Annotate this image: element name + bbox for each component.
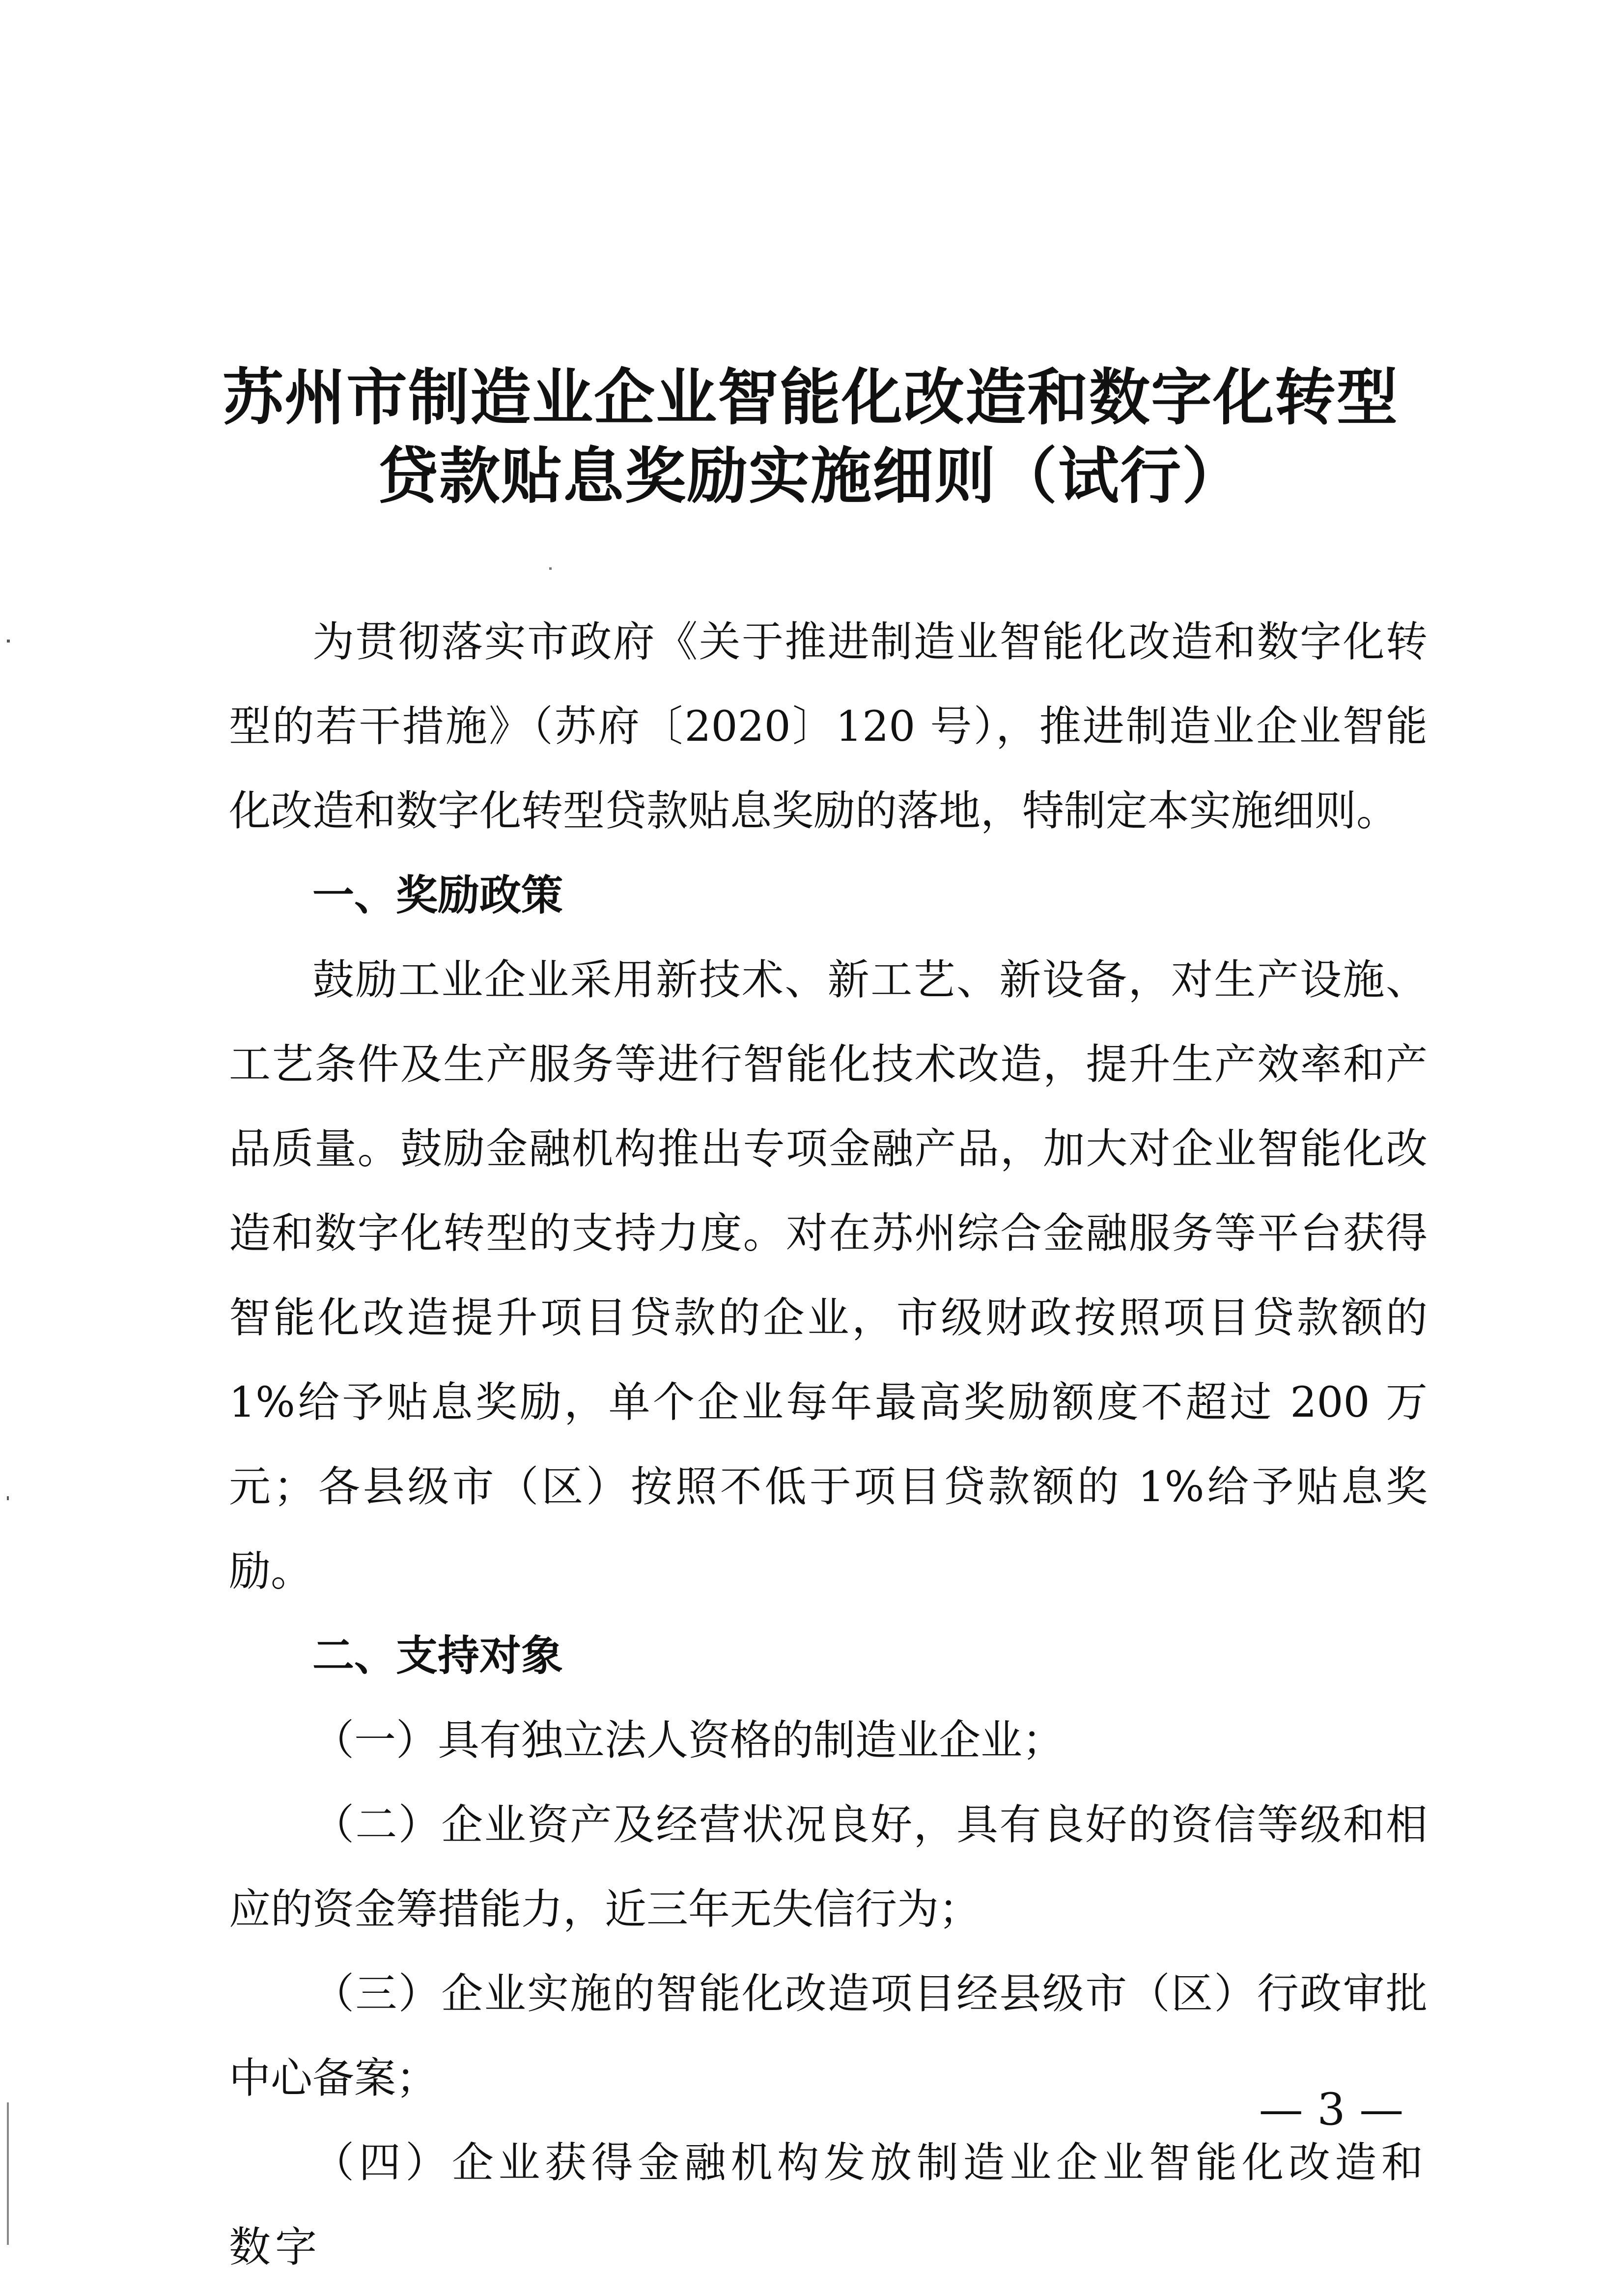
document-title-line-1: 苏州市制造业企业智能化改造和数字化转型: [222, 363, 1399, 433]
scan-mark: [7, 1496, 9, 1500]
section-heading-support-targets: 二、支持对象: [312, 1632, 563, 1680]
support-target-item-1: （一）具有独立法人资格的制造业企业；: [312, 1716, 1064, 1765]
support-target-item-2: （二）企业资产及经营状况良好，具有良好的资信等级和相应的资金筹措能力，近三年无失信行为；: [229, 1801, 1428, 1934]
reward-policy-paragraph: 鼓励工业企业采用新技术、新工艺、新设备，对生产设施、工艺条件及生产服务等进行智能化技术改造，提升生产效率和产品质量。鼓励金融机构推出专项金融产品，加大对企业智能化改造和数字化转型的支持力度。对在苏州综合金融服务等平台获得智能化改造提升项目贷款的企业，市级财政按照项目贷款额的 1%给予贴息奖励，单个企业每年最高奖励额度不超过 200 万元；各县级市（区）按照不低于项目贷款额的 1%给予贴息奖励。: [229, 956, 1428, 1596]
section-heading-reward-policy: 一、奖励政策: [312, 871, 563, 920]
document-title-line-2: 贷款贴息奖励实施细则（试行）: [377, 441, 1244, 512]
intro-paragraph: 为贯彻落实市政府《关于推进制造业智能化改造和数字化转型的若干措施》（苏府〔2020〕120 号），推进制造业企业智能化改造和数字化转型贷款贴息奖励的落地，特制定本实施细则。: [229, 618, 1428, 836]
document-body: [229, 600, 1428, 2290]
page-number: — 3 —: [1259, 2084, 1404, 2135]
support-target-item-4: （四）企业获得金融机构发放制造业企业智能化改造和数字: [229, 2139, 1428, 2272]
scan-mark: [7, 640, 10, 643]
scan-mark: [7, 2102, 9, 2245]
support-target-item-3: （三）企业实施的智能化改造项目经县级市（区）行政审批中心备案；: [229, 1970, 1428, 2103]
scan-mark: [549, 567, 552, 570]
